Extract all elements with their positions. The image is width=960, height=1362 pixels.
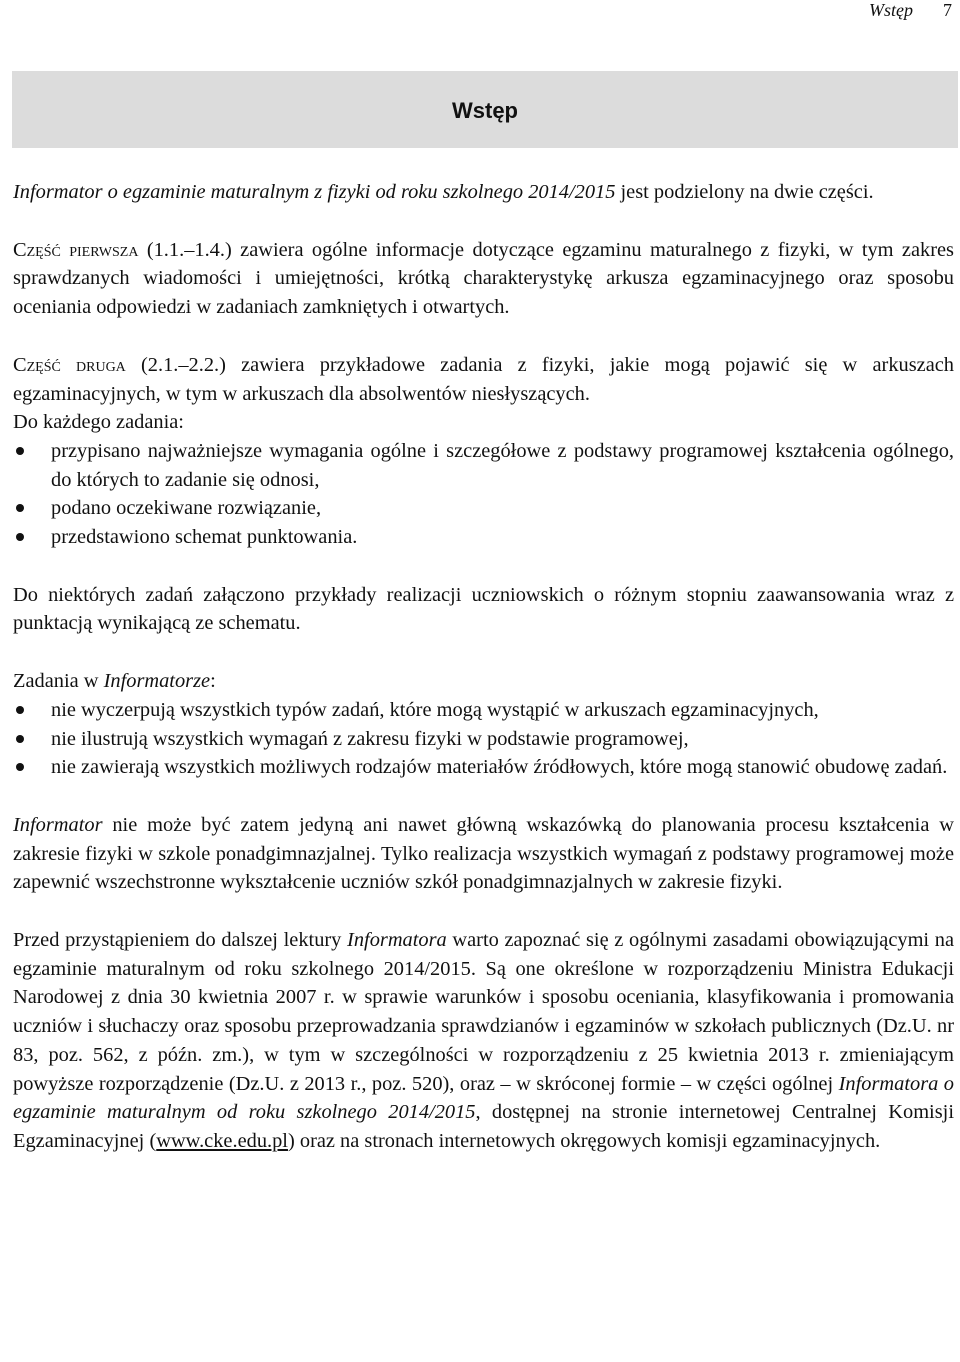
guide-scope-paragraph <box>13 811 954 897</box>
intro-rest: jest podzielony na dwie części. <box>615 181 874 203</box>
part-two-text: zawiera przykładowe zadania z fizyki, jakie mogą pojawić się w arkuszach egzaminacyjnych, w tym w arkuszach dla absolwentów niesłyszących. <box>13 353 954 405</box>
part-one-paragraph <box>13 236 954 322</box>
rules-text-a: Przed przystąpieniem do dalszej lektury <box>13 929 348 952</box>
rules-italic-a: Informatora <box>347 929 447 952</box>
informator-title: Informator o egzaminie maturalnym z fizyki od roku szkolnego 2014/2015 <box>13 181 616 203</box>
task-contents-list <box>13 437 954 552</box>
examples-paragraph: Do niektórych zadań załączono przykłady realizacji uczniowskich o różnym stopniu zaawansowania wraz z punktacją wynikającą ze schematu. <box>13 583 954 635</box>
part-one-text: zawiera ogólne informacje dotyczące egzaminu maturalnego z fizyki, w tym zakres sprawdzanych wiadomości i umiejętności, krótką charakterystykę arkusza egzaminacyjnego oraz sposobu oceniania odpowiedzi w zadaniach zamkniętych i otwartych. <box>13 238 954 319</box>
part-two-range: (2.1.–2.2.) <box>125 353 226 376</box>
list-item: podano oczekiwane rozwiązanie, <box>13 494 954 523</box>
tasks-lead-text: Zadania w <box>13 670 104 693</box>
document-body <box>13 178 954 1156</box>
list-item: przedstawiono schemat punktowania. <box>13 523 954 552</box>
running-head <box>0 0 960 26</box>
list-item: przypisano najważniejsze wymagania ogólne i szczegółowe z podstawy programowej kształcenia ogólnego, do których to zadanie się odnosi, <box>13 437 954 494</box>
part-one-label: Część pierwsza <box>13 238 139 261</box>
tasks-lead-colon: : <box>210 670 216 693</box>
running-head-title: Wstęp <box>869 0 913 20</box>
rules-text-c: , dostępnej na stronie internetowej Centralnej Komisji Egzaminacyjnej ( <box>13 1101 954 1152</box>
part-two-label: Część druga <box>13 353 126 376</box>
cke-website-link[interactable]: www.cke.edu.pl <box>156 1129 288 1152</box>
title-band <box>12 71 958 148</box>
list-item: nie wyczerpują wszystkich typów zadań, które mogą wystąpić w arkuszach egzaminacyjnych, <box>13 696 954 725</box>
tasks-limitations-list <box>13 696 954 782</box>
rules-text-b: warto zapoznać się z ogólnymi zasadami obowiązującymi na egzaminie maturalnym od roku szkolnego 2014/2015. Są one określone w rozporządzeniu Ministra Edukacji Narodowej z dnia 30 kwietnia 2007 r. w sprawie warunków i sposobu oceniania, klasyfikowania i promowania uczniów i słuchaczy oraz sposobu przeprowadzania sprawdzianów i egzaminów w szkołach publicznych (Dz.U. nr 83, poz. 562, z późn. zm.), w tym w szczególności w rozporządzeniu z 25 kwietnia 2013 r. zmieniającym powyższe rozporządzenie (Dz.U. z 2013 r., poz. 520), oraz – w skróconej formie – w części ogólnej <box>13 929 954 1095</box>
part-two-paragraph <box>13 351 954 408</box>
each-task-lead: Do każdego zadania: <box>13 411 184 434</box>
list-item: nie ilustrują wszystkich wymagań z zakresu fizyki w podstawie programowej, <box>13 725 954 754</box>
rules-paragraph <box>13 926 954 1156</box>
intro-paragraph <box>13 178 954 207</box>
rules-text-d: ) oraz na stronach internetowych okręgowych komisji egzaminacyjnych. <box>287 1129 881 1152</box>
guide-text: nie może być zatem jedyną ani nawet główną wskazówką do planowania procesu kształcenia w zakresie fizyki w szkole ponadgimnazjalnej. Tylko realizacja wszystkich wymagań z podstawy programowej może zapewnić wszechstronne wykształcenie uczniów szkół ponadgimnazjalnych w zakresie fizyki. <box>13 813 954 894</box>
page-title: Wstęp <box>452 97 518 123</box>
rules-italic-b: Informatora o egzaminie maturalnym od roku szkolnego 2014/2015 <box>13 1072 954 1124</box>
part-one-range: (1.1.–1.4.) <box>138 238 232 261</box>
list-item: nie zawierają wszystkich możliwych rodzajów materiałów źródłowych, które mogą stanowić obudowę zadań. <box>13 753 954 782</box>
page-number: 7 <box>943 0 952 20</box>
tasks-lead <box>13 667 954 696</box>
tasks-lead-italic: Informatorze <box>103 670 211 693</box>
guide-italic: Informator <box>13 813 103 836</box>
